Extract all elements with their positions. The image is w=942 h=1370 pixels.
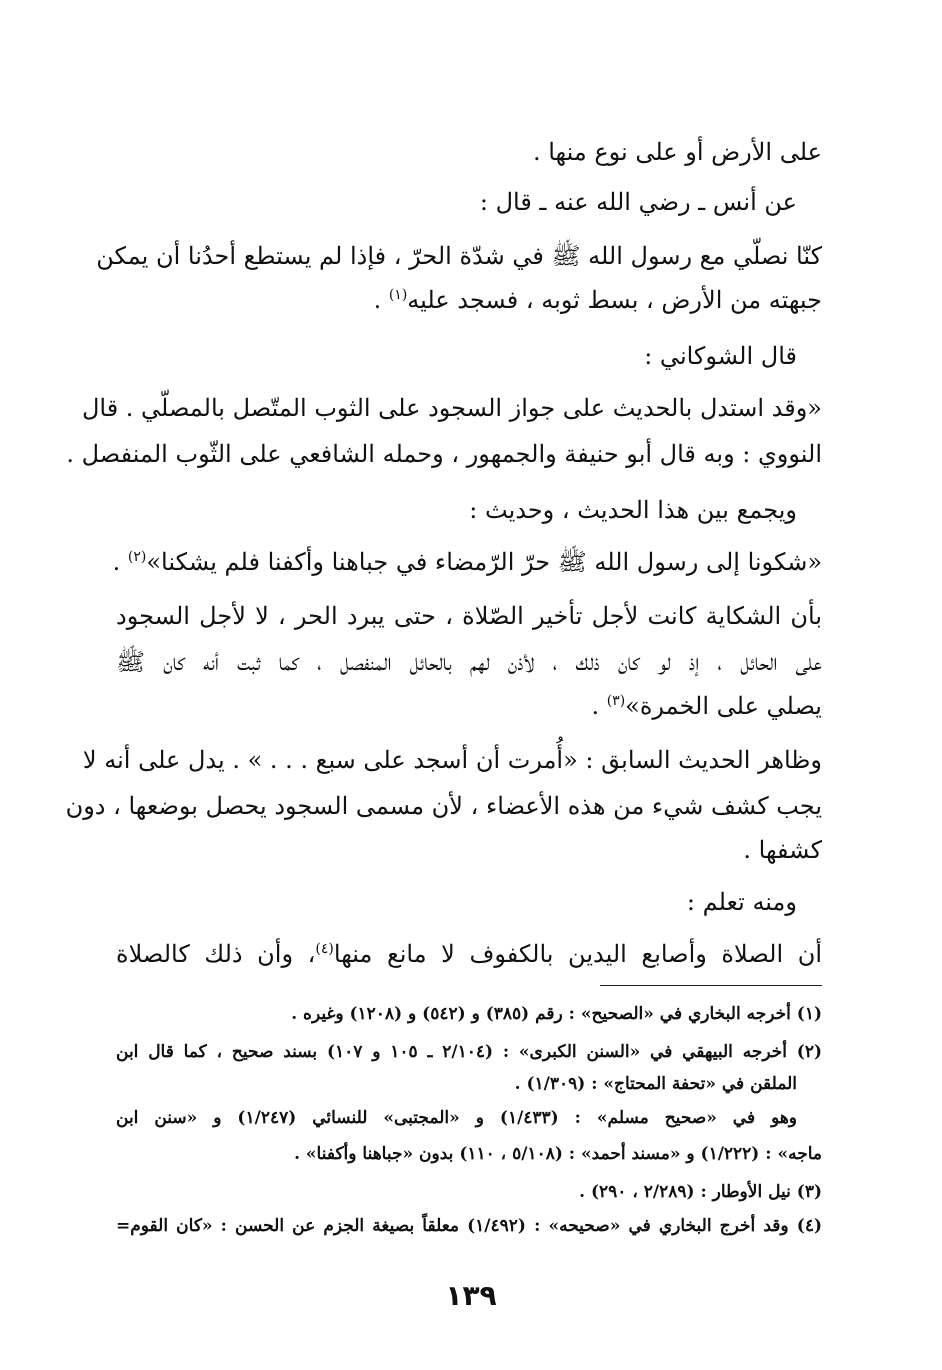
footnote-marker: (٤): [315, 941, 334, 957]
page-number: ١٣٩: [445, 1279, 497, 1312]
text-line: قال الشوكاني :: [644, 342, 797, 370]
footnote: (١) أخرجه البخاري في «الصحيح» : رقم (٣٨٥) و (٥٤٢) و (١٢٠٨) وغيره .: [291, 1004, 822, 1024]
text-line: كشفها .: [743, 836, 822, 864]
text-line: ويجمع بين هذا الحديث ، وحديث :: [469, 496, 797, 524]
text-line: «وقد استدل بالحديث على جواز السجود على الثوب المتّصل بالمصلّي . قال: [81, 394, 822, 422]
footnote: الملقن في «تحفة المحتاج» : (١/٣٠٩) .: [514, 1074, 797, 1094]
text-line: أن الصلاة وأصابع اليدين بالكفوف لا مانع منها$^{(٤)}$، وأن ذلك كالصلاة: [116, 940, 823, 968]
footnote-separator: [600, 985, 822, 986]
footnote: (٤) وقد أخرج البخاري في «صحيحه» : (١/٤٩٢) معلقاً بصيغة الجزم عن الحسن : «كان القوم=: [116, 1216, 822, 1236]
text-line: النووي : وبه قال أبو حنيفة والجمهور ، وحمله الشافعي على الثّوب المنفصل .: [66, 440, 822, 468]
text-line: على الحائل ، إذ لو كان ذلك ، لأذن لهم بالحائل المنفصل ، كما ثبت أنه كان ﷺ: [116, 648, 822, 676]
text-line: وظاهر الحديث السابق : «أُمرت أن أسجد على سبع . . . » . يدل على أنه لا: [82, 746, 822, 774]
text-line: يصلي على الخمرة»$^{(٣)}$ .: [591, 692, 822, 720]
text-line: كنّا نصلّي مع رسول الله ﷺ في شدّة الحرّ ، فإذا لم يستطع أحدُنا أن يمكن: [96, 242, 822, 270]
text-line: ومنه تعلم :: [686, 888, 797, 916]
footnote-marker: (٣): [606, 693, 626, 709]
footnote: (٣) نيل الأوطار : (٢/٢٨٩ ، ٢٩٠) .: [579, 1182, 822, 1202]
text-line: جبهته من الأرض ، بسط ثوبه ، فسجد عليه$^{(١)}$ .: [373, 286, 822, 314]
text-line: على الأرض أو على نوع منها .: [532, 138, 822, 166]
footnote-marker: (٢): [127, 549, 147, 565]
text-line: «شكونا إلى رسول الله ﷺ حرّ الرّمضاء في جباهنا وأكفنا فلم يشكنا»$^{(٢)}$ .: [112, 548, 822, 576]
text-line: عن أنس ـ رضي الله عنه ـ قال :: [479, 188, 797, 216]
footnote-marker: (١): [388, 287, 408, 303]
text-line: بأن الشكاية كانت لأجل تأخير الصّلاة ، حتى يبرد الحر ، لا لأجل السجود: [116, 602, 822, 630]
text-line: يجب كشف شيء من هذه الأعضاء ، لأن مسمى السجود يحصل بوضعها ، دون: [65, 792, 822, 820]
footnote: ماجه» : (١/٢٢٢) و «مسند أحمد» : (٥/١٠٨ ، ١١٠) بدون «جباهنا وأكفنا» .: [294, 1144, 822, 1164]
footnote: (٢) أخرجه البيهقي في «السنن الكبرى» : (٢/١٠٤ ـ ١٠٥ و ١٠٧) بسند صحيح ، كما قال ابن: [116, 1042, 822, 1062]
footnote: وهو في «صحيح مسلم» : (١/٤٣٣) و «المجتبى» للنسائي (١/٢٤٧) و «سنن ابن: [116, 1108, 798, 1128]
